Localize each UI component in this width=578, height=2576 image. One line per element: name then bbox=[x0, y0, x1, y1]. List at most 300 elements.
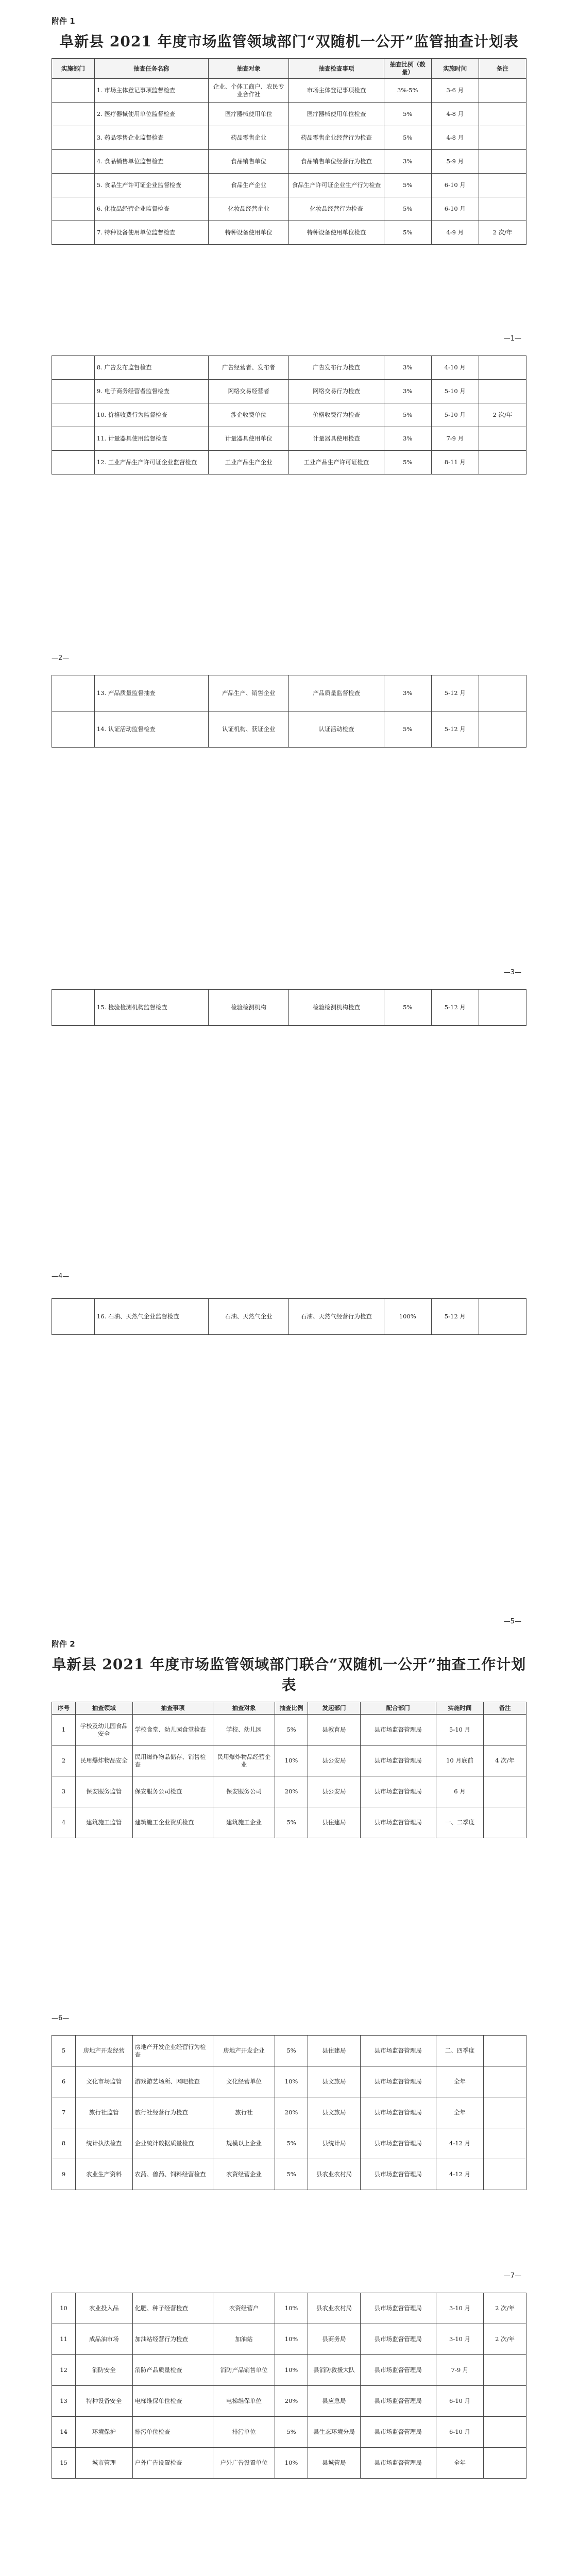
table-cell: 城市管理 bbox=[76, 2448, 133, 2479]
table-row bbox=[52, 126, 526, 150]
table-cell: 县商务局 bbox=[308, 2324, 360, 2355]
table-cell: 检验检测机构检查 bbox=[289, 990, 384, 1026]
attachment2-label: 附件 2 bbox=[52, 1639, 75, 1649]
table-cell: 特种设备使用单位 bbox=[208, 221, 289, 245]
table-cell: 检验检测机构 bbox=[208, 990, 289, 1026]
header-cell: 抽查对象 bbox=[213, 1702, 275, 1715]
table-cell: 5% bbox=[384, 197, 431, 221]
table-cell: 5-10 月 bbox=[436, 1715, 483, 1745]
table-cell: 认证机构、获证企业 bbox=[208, 711, 289, 748]
table-cell: 3-6 月 bbox=[431, 79, 479, 103]
table-cell: 学校食堂、幼儿园食堂检查 bbox=[132, 1715, 213, 1745]
table-cell: 全年 bbox=[436, 2448, 483, 2479]
table-cell: 加油站经营行为检查 bbox=[132, 2324, 213, 2355]
table-cell: 20% bbox=[275, 2386, 308, 2417]
table-cell: 成品油市场 bbox=[76, 2324, 133, 2355]
table-cell: 8. 广告发布监督检查 bbox=[94, 356, 208, 380]
table-cell: 户外广告设置单位 bbox=[213, 2448, 275, 2479]
table-cell: 企业统计数据质量检查 bbox=[132, 2128, 213, 2159]
department-cell bbox=[52, 427, 95, 451]
table-cell: 5% bbox=[275, 2128, 308, 2159]
table-cell bbox=[484, 2128, 526, 2159]
table-cell: 县文旅局 bbox=[308, 2097, 360, 2128]
table-cell: 县市场监督管理局 bbox=[360, 2097, 436, 2128]
table-cell bbox=[484, 2355, 526, 2386]
page-number: —7— bbox=[503, 2272, 521, 2280]
table-row bbox=[52, 1715, 526, 1745]
table-cell: 保安服务监管 bbox=[76, 1776, 133, 1807]
table-row bbox=[52, 2066, 526, 2097]
table-row bbox=[52, 451, 526, 474]
table-cell bbox=[479, 427, 526, 451]
table-cell: 县统计局 bbox=[308, 2128, 360, 2159]
table-cell: 5% bbox=[384, 403, 431, 427]
attachment2-page-3 bbox=[52, 2293, 526, 2479]
table-cell: 9. 电子商务经营者监督检查 bbox=[94, 380, 208, 403]
table-cell: 14. 认证活动监督检查 bbox=[94, 711, 208, 748]
table-cell: 6. 化妆品经营企业监督检查 bbox=[94, 197, 208, 221]
table-cell: 13 bbox=[52, 2386, 76, 2417]
table-cell: 县市场监督管理局 bbox=[360, 1715, 436, 1745]
table-cell: 10% bbox=[275, 2448, 308, 2479]
header-cell: 抽查领域 bbox=[76, 1702, 133, 1715]
table-cell: 5% bbox=[384, 990, 431, 1026]
table-cell: 县公安局 bbox=[308, 1745, 360, 1776]
attachment2-body-page-1 bbox=[52, 1715, 526, 1838]
table-cell: 10. 价格收费行为监督检查 bbox=[94, 403, 208, 427]
table-cell bbox=[484, 2159, 526, 2190]
table-cell: 县住建局 bbox=[308, 1807, 360, 1838]
table-cell: 食品生产企业 bbox=[208, 174, 289, 197]
table-cell: 15. 检验检测机构监督检查 bbox=[94, 990, 208, 1026]
table-row bbox=[52, 1745, 526, 1776]
table-cell: 5-12 月 bbox=[431, 990, 479, 1026]
attachment2-body-page-3 bbox=[52, 2293, 526, 2479]
table-cell: 4-10 月 bbox=[431, 356, 479, 380]
table-cell: 学校及幼儿园食品安全 bbox=[76, 1715, 133, 1745]
table-cell: 特种设备安全 bbox=[76, 2386, 133, 2417]
table-cell bbox=[479, 356, 526, 380]
attachment1-table-cont bbox=[52, 1298, 526, 1335]
attachment1-page-3 bbox=[52, 675, 526, 748]
table-cell: 食品销售单位经营行为检查 bbox=[289, 150, 384, 174]
table-cell: 7-9 月 bbox=[431, 427, 479, 451]
table-cell: 4 bbox=[52, 1807, 76, 1838]
table-cell: 文化经营单位 bbox=[213, 2066, 275, 2097]
attachment1-title: 阜新县 2021 年度市场监管领域部门“双随机一公开”监管抽查计划表 bbox=[59, 33, 519, 50]
table-cell: 20% bbox=[275, 2097, 308, 2128]
page-number: —3— bbox=[503, 969, 521, 976]
table-cell: 5% bbox=[275, 2159, 308, 2190]
table-cell: 保安服务公司检查 bbox=[132, 1776, 213, 1807]
table-row bbox=[52, 2097, 526, 2128]
table-cell: 医疗器械使用单位检查 bbox=[289, 103, 384, 126]
table-cell: 县消防救援大队 bbox=[308, 2355, 360, 2386]
table-cell: 广告发布行为检查 bbox=[289, 356, 384, 380]
table-cell: 全年 bbox=[436, 2066, 483, 2097]
table-cell: 工业产品生产企业 bbox=[208, 451, 289, 474]
table-cell: 5 bbox=[52, 2036, 76, 2066]
table-cell: 10% bbox=[275, 2293, 308, 2324]
table-cell: 食品销售单位 bbox=[208, 150, 289, 174]
table-cell: 5-10 月 bbox=[431, 380, 479, 403]
table-row bbox=[52, 2324, 526, 2355]
table-cell: 7-9 月 bbox=[436, 2355, 483, 2386]
table-row bbox=[52, 1807, 526, 1838]
header-cell: 实施时间 bbox=[431, 59, 479, 79]
header-cell: 抽查事项 bbox=[132, 1702, 213, 1715]
table-cell bbox=[479, 103, 526, 126]
attachment1-body-page-5 bbox=[52, 1299, 526, 1335]
table-cell: 一、二季度 bbox=[436, 1807, 483, 1838]
table-cell: 5% bbox=[275, 2417, 308, 2448]
table-cell: 2. 医疗器械使用单位监督检查 bbox=[94, 103, 208, 126]
table-row bbox=[52, 221, 526, 245]
table-row bbox=[52, 711, 526, 748]
table-cell bbox=[479, 1299, 526, 1335]
table-cell: 7 bbox=[52, 2097, 76, 2128]
table-row bbox=[52, 2159, 526, 2190]
table-cell: 化妆品经营企业 bbox=[208, 197, 289, 221]
table-cell: 县市场监督管理局 bbox=[360, 2448, 436, 2479]
table-cell: 农资经营企业 bbox=[213, 2159, 275, 2190]
table-cell: 县市场监督管理局 bbox=[360, 2128, 436, 2159]
table-cell: 2 次/年 bbox=[479, 403, 526, 427]
table-cell: 产品生产、销售企业 bbox=[208, 675, 289, 711]
table-cell: 全年 bbox=[436, 2097, 483, 2128]
table-cell: 县市场监督管理局 bbox=[360, 2355, 436, 2386]
department-cell bbox=[52, 380, 95, 403]
attachment1-body-page-2 bbox=[52, 356, 526, 474]
table-cell: 文化市场监管 bbox=[76, 2066, 133, 2097]
table-cell bbox=[484, 2066, 526, 2097]
table-header-row bbox=[52, 1702, 526, 1715]
attachment1-page-2 bbox=[52, 355, 526, 474]
table-cell: 旅行社监管 bbox=[76, 2097, 133, 2128]
table-cell: 5-10 月 bbox=[431, 403, 479, 427]
table-cell: 3% bbox=[384, 356, 431, 380]
table-row bbox=[52, 356, 526, 380]
table-cell: 广告经营者、发布者 bbox=[208, 356, 289, 380]
table-header-row bbox=[52, 59, 526, 79]
table-row bbox=[52, 2355, 526, 2386]
table-cell: 化肥、种子经营检查 bbox=[132, 2293, 213, 2324]
table-cell: 县市场监督管理局 bbox=[360, 2066, 436, 2097]
table-cell: 旅行社 bbox=[213, 2097, 275, 2128]
table-cell: 6 bbox=[52, 2066, 76, 2097]
department-cell bbox=[52, 126, 95, 150]
table-cell: 7. 特种设备使用单位监督检查 bbox=[94, 221, 208, 245]
table-cell bbox=[484, 2036, 526, 2066]
table-cell: 石油、天然气经营行为检查 bbox=[289, 1299, 384, 1335]
table-cell: 县市场监督管理局 bbox=[360, 2386, 436, 2417]
table-cell: 农业生产资料 bbox=[76, 2159, 133, 2190]
table-cell: 民用爆炸物品储存、销售检查 bbox=[132, 1745, 213, 1776]
table-cell: 房地产开发企业经营行为检查 bbox=[132, 2036, 213, 2066]
attachment2-body-page-2 bbox=[52, 2036, 526, 2190]
attachment2-table-cont bbox=[52, 2293, 526, 2479]
header-cell: 抽查检查事项 bbox=[289, 59, 384, 79]
header-cell: 备注 bbox=[479, 59, 526, 79]
table-cell: 电梯维保单位检查 bbox=[132, 2386, 213, 2417]
table-cell: 4-12 月 bbox=[436, 2159, 483, 2190]
table-cell: 旅行社经营行为检查 bbox=[132, 2097, 213, 2128]
department-cell bbox=[52, 451, 95, 474]
table-cell: 6 月 bbox=[436, 1776, 483, 1807]
table-row bbox=[52, 380, 526, 403]
table-cell: 5% bbox=[275, 1715, 308, 1745]
table-cell: 药品零售企业 bbox=[208, 126, 289, 150]
table-cell: 统计执法检查 bbox=[76, 2128, 133, 2159]
table-row bbox=[52, 1776, 526, 1807]
table-cell: 3-10 月 bbox=[436, 2293, 483, 2324]
table-row bbox=[52, 197, 526, 221]
header-cell: 实施时间 bbox=[436, 1702, 483, 1715]
table-cell: 石油、天然气企业 bbox=[208, 1299, 289, 1335]
table-cell: 网络交易行为检查 bbox=[289, 380, 384, 403]
table-cell: 企业、个体工商户、农民专业合作社 bbox=[208, 79, 289, 103]
table-cell: 县住建局 bbox=[308, 2036, 360, 2066]
attachment1-body-page-1 bbox=[52, 79, 526, 245]
table-cell: 13. 产品质量监督抽查 bbox=[94, 675, 208, 711]
attachment1-body-page-4 bbox=[52, 990, 526, 1026]
table-cell: 食品生产许可证企业生产行为检查 bbox=[289, 174, 384, 197]
table-cell: 3-10 月 bbox=[436, 2324, 483, 2355]
header-cell: 备注 bbox=[484, 1702, 526, 1715]
table-cell bbox=[479, 174, 526, 197]
table-cell: 3% bbox=[384, 427, 431, 451]
table-cell: 民用爆炸物品安全 bbox=[76, 1745, 133, 1776]
table-cell: 10% bbox=[275, 2355, 308, 2386]
table-cell: 县生态环境分局 bbox=[308, 2417, 360, 2448]
table-cell: 11 bbox=[52, 2324, 76, 2355]
table-cell: 市场主体登记事项检查 bbox=[289, 79, 384, 103]
table-cell: 5-12 月 bbox=[431, 1299, 479, 1335]
table-cell: 16. 石油、天然气企业监督检查 bbox=[94, 1299, 208, 1335]
table-cell: 5% bbox=[275, 2036, 308, 2066]
table-cell: 8-11 月 bbox=[431, 451, 479, 474]
table-cell: 县市场监督管理局 bbox=[360, 1776, 436, 1807]
table-cell: 工业产品生产许可证检查 bbox=[289, 451, 384, 474]
table-cell: 2 次/年 bbox=[484, 2324, 526, 2355]
table-cell bbox=[484, 2417, 526, 2448]
table-cell: 5. 食品生产许可证企业监督检查 bbox=[94, 174, 208, 197]
table-cell: 涉企收费单位 bbox=[208, 403, 289, 427]
table-cell: 5-12 月 bbox=[431, 711, 479, 748]
table-cell: 12 bbox=[52, 2355, 76, 2386]
table-cell: 产品质量监督检查 bbox=[289, 675, 384, 711]
table-cell: 认证活动检查 bbox=[289, 711, 384, 748]
table-row bbox=[52, 990, 526, 1026]
table-row bbox=[52, 174, 526, 197]
department-cell bbox=[52, 356, 95, 380]
table-cell: 排污单位 bbox=[213, 2417, 275, 2448]
table-cell: 环境保护 bbox=[76, 2417, 133, 2448]
table-cell bbox=[484, 2097, 526, 2128]
table-cell: 3. 药品零售企业监督检查 bbox=[94, 126, 208, 150]
attachment1-page-5 bbox=[52, 1298, 526, 1335]
header-cell: 抽查比例（数量） bbox=[384, 59, 431, 79]
table-row bbox=[52, 150, 526, 174]
table-cell: 化妆品经营行为检查 bbox=[289, 197, 384, 221]
table-cell: 消防安全 bbox=[76, 2355, 133, 2386]
attachment1-table bbox=[52, 58, 526, 245]
table-cell: 4-8 月 bbox=[431, 103, 479, 126]
table-cell bbox=[484, 1715, 526, 1745]
header-cell: 抽查任务名称 bbox=[94, 59, 208, 79]
table-cell: 药品零售企业经营行为检查 bbox=[289, 126, 384, 150]
table-cell: 计量器具使用单位 bbox=[208, 427, 289, 451]
table-cell: 2 次/年 bbox=[484, 2293, 526, 2324]
table-cell: 农药、兽药、饲料经营检查 bbox=[132, 2159, 213, 2190]
table-cell bbox=[479, 675, 526, 711]
table-cell: 10% bbox=[275, 2066, 308, 2097]
table-cell: 6-10 月 bbox=[436, 2417, 483, 2448]
table-cell: 二、四季度 bbox=[436, 2036, 483, 2066]
table-cell: 5-12 月 bbox=[431, 675, 479, 711]
attachment1-table-cont bbox=[52, 675, 526, 748]
table-cell: 4 次/年 bbox=[484, 1745, 526, 1776]
table-cell: 5% bbox=[275, 1807, 308, 1838]
header-cell: 抽查比例 bbox=[275, 1702, 308, 1715]
attachment2-page-1 bbox=[52, 1638, 526, 1838]
department-cell bbox=[52, 675, 95, 711]
table-cell: 排污单位检查 bbox=[132, 2417, 213, 2448]
table-cell: 2 次/年 bbox=[479, 221, 526, 245]
table-cell: 农业投入品 bbox=[76, 2293, 133, 2324]
table-cell: 建筑施工企业资质检查 bbox=[132, 1807, 213, 1838]
department-cell bbox=[52, 197, 95, 221]
table-cell: 农资经营户 bbox=[213, 2293, 275, 2324]
table-cell: 4-12 月 bbox=[436, 2128, 483, 2159]
table-cell: 县城管局 bbox=[308, 2448, 360, 2479]
table-cell: 计量器具使用检查 bbox=[289, 427, 384, 451]
table-cell: 2 bbox=[52, 1745, 76, 1776]
attachment1-label: 附件 1 bbox=[52, 16, 75, 26]
table-cell: 建筑施工企业 bbox=[213, 1807, 275, 1838]
page-number: —1— bbox=[503, 335, 521, 343]
attachment1-body-page-3 bbox=[52, 675, 526, 748]
table-row bbox=[52, 675, 526, 711]
header-cell: 抽查对象 bbox=[208, 59, 289, 79]
table-row bbox=[52, 2417, 526, 2448]
department-cell bbox=[52, 79, 95, 103]
table-cell: 县农业农村局 bbox=[308, 2293, 360, 2324]
table-cell: 1. 市场主体登记事项监督检查 bbox=[94, 79, 208, 103]
attachment2-table bbox=[52, 1702, 526, 1838]
department-cell bbox=[52, 221, 95, 245]
table-cell: 县市场监督管理局 bbox=[360, 2293, 436, 2324]
header-cell: 发起部门 bbox=[308, 1702, 360, 1715]
table-cell: 11. 计量器具使用监督检查 bbox=[94, 427, 208, 451]
department-cell bbox=[52, 174, 95, 197]
page-number: —2— bbox=[52, 654, 70, 662]
table-cell: 房地产开发经营 bbox=[76, 2036, 133, 2066]
table-cell: 4-9 月 bbox=[431, 221, 479, 245]
department-cell bbox=[52, 103, 95, 126]
table-cell: 10% bbox=[275, 2324, 308, 2355]
table-cell: 县公安局 bbox=[308, 1776, 360, 1807]
table-cell bbox=[479, 79, 526, 103]
table-cell: 县文旅局 bbox=[308, 2066, 360, 2097]
table-row bbox=[52, 2128, 526, 2159]
attachment1-page-1 bbox=[52, 15, 526, 245]
table-cell: 9 bbox=[52, 2159, 76, 2190]
table-cell: 游戏游艺场所、网吧检查 bbox=[132, 2066, 213, 2097]
table-cell bbox=[479, 380, 526, 403]
table-cell: 规模以上企业 bbox=[213, 2128, 275, 2159]
table-cell: 消防产品质量检查 bbox=[132, 2355, 213, 2386]
table-cell: 5% bbox=[384, 221, 431, 245]
table-cell: 网络交易经营者 bbox=[208, 380, 289, 403]
table-cell: 特种设备使用单位检查 bbox=[289, 221, 384, 245]
table-cell: 3% bbox=[384, 380, 431, 403]
table-cell: 县市场监督管理局 bbox=[360, 1745, 436, 1776]
table-cell: 6-10 月 bbox=[436, 2386, 483, 2417]
table-row bbox=[52, 1299, 526, 1335]
table-cell: 建筑施工监管 bbox=[76, 1807, 133, 1838]
table-cell bbox=[479, 451, 526, 474]
table-cell: 5% bbox=[384, 711, 431, 748]
table-cell: 10 bbox=[52, 2293, 76, 2324]
table-cell bbox=[484, 2386, 526, 2417]
table-cell: 5% bbox=[384, 126, 431, 150]
table-cell: 8 bbox=[52, 2128, 76, 2159]
attachment2-page-2 bbox=[52, 2035, 526, 2190]
table-cell: 3% bbox=[384, 675, 431, 711]
page-number: —4— bbox=[52, 1273, 70, 1280]
table-row bbox=[52, 403, 526, 427]
table-cell bbox=[479, 150, 526, 174]
table-cell: 3% bbox=[384, 150, 431, 174]
table-cell: 户外广告设置检查 bbox=[132, 2448, 213, 2479]
table-cell: 保安服务公司 bbox=[213, 1776, 275, 1807]
table-cell: 5-9 月 bbox=[431, 150, 479, 174]
attachment1-table-cont bbox=[52, 989, 526, 1026]
table-cell: 县教育局 bbox=[308, 1715, 360, 1745]
department-cell bbox=[52, 1299, 95, 1335]
table-cell: 县市场监督管理局 bbox=[360, 2159, 436, 2190]
table-row bbox=[52, 79, 526, 103]
table-cell: 14 bbox=[52, 2417, 76, 2448]
table-cell bbox=[484, 2448, 526, 2479]
table-cell: 学校、幼儿园 bbox=[213, 1715, 275, 1745]
table-cell: 15 bbox=[52, 2448, 76, 2479]
table-cell: 县市场监督管理局 bbox=[360, 1807, 436, 1838]
table-cell: 4. 食品销售单位监督检查 bbox=[94, 150, 208, 174]
table-cell: 6-10 月 bbox=[431, 197, 479, 221]
table-row bbox=[52, 103, 526, 126]
table-row bbox=[52, 427, 526, 451]
header-cell: 配合部门 bbox=[360, 1702, 436, 1715]
department-cell bbox=[52, 990, 95, 1026]
table-cell bbox=[479, 990, 526, 1026]
table-cell: 3 bbox=[52, 1776, 76, 1807]
table-cell: 县市场监督管理局 bbox=[360, 2417, 436, 2448]
table-cell: 6-10 月 bbox=[431, 174, 479, 197]
table-cell: 医疗器械使用单位 bbox=[208, 103, 289, 126]
page-number: —6— bbox=[52, 2014, 70, 2022]
table-cell bbox=[479, 126, 526, 150]
table-cell: 加油站 bbox=[213, 2324, 275, 2355]
table-cell: 20% bbox=[275, 1776, 308, 1807]
table-cell: 4-8 月 bbox=[431, 126, 479, 150]
table-cell: 5% bbox=[384, 451, 431, 474]
table-cell bbox=[479, 197, 526, 221]
table-cell: 12. 工业产品生产许可证企业监督检查 bbox=[94, 451, 208, 474]
attachment1-table-cont bbox=[52, 355, 526, 474]
table-cell bbox=[484, 1776, 526, 1807]
